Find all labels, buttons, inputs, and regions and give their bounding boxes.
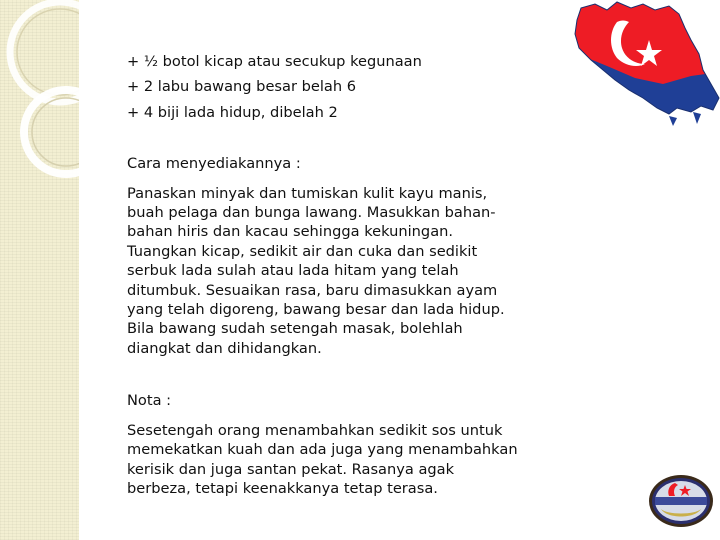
note-heading: Nota : — [127, 392, 172, 410]
decorative-left-strip — [0, 0, 79, 540]
ingredient-item: + ½ botol kicap atau secukup kegunaan — [127, 53, 422, 70]
emblem-badge-icon — [647, 473, 715, 531]
decorative-circles — [0, 0, 79, 540]
note-paragraph: Sesetengah orang menambahkan sedikit sos untuk memekatkan kuah dan ada juga yang menambahkan kerisik dan juga santan pekat. Rasanya agak berbeza, tetapi keenakkanya tetap terasa. — [127, 421, 518, 497]
ingredient-item: + 2 labu bawang besar belah 6 — [127, 78, 357, 96]
johor-map-flag-icon — [573, 0, 720, 130]
ingredient-item: + 4 biji lada hidup, dibelah 2 — [127, 103, 338, 121]
method-heading: Cara menyediakannya : — [127, 155, 301, 173]
method-paragraph: Panaskan minyak dan tumiskan kulit kayu manis, buah pelaga dan bunga lawang. Masukkan bahan-bahan hiris dan kacau sehingga kekuningan. Tuangkan kicap, sedikit air dan cuka dan sedikit serbuk lada sulah atau lada hitam yang telah ditumbuk. Sesuaikan rasa, baru dimasukkan ayam yang telah digoreng, bawang besar dan lada hidup. Bila bawang sudah setengah masak, bolehlah diangkat dan dihidangkan. — [127, 184, 505, 357]
recipe-content — [127, 52, 522, 498]
